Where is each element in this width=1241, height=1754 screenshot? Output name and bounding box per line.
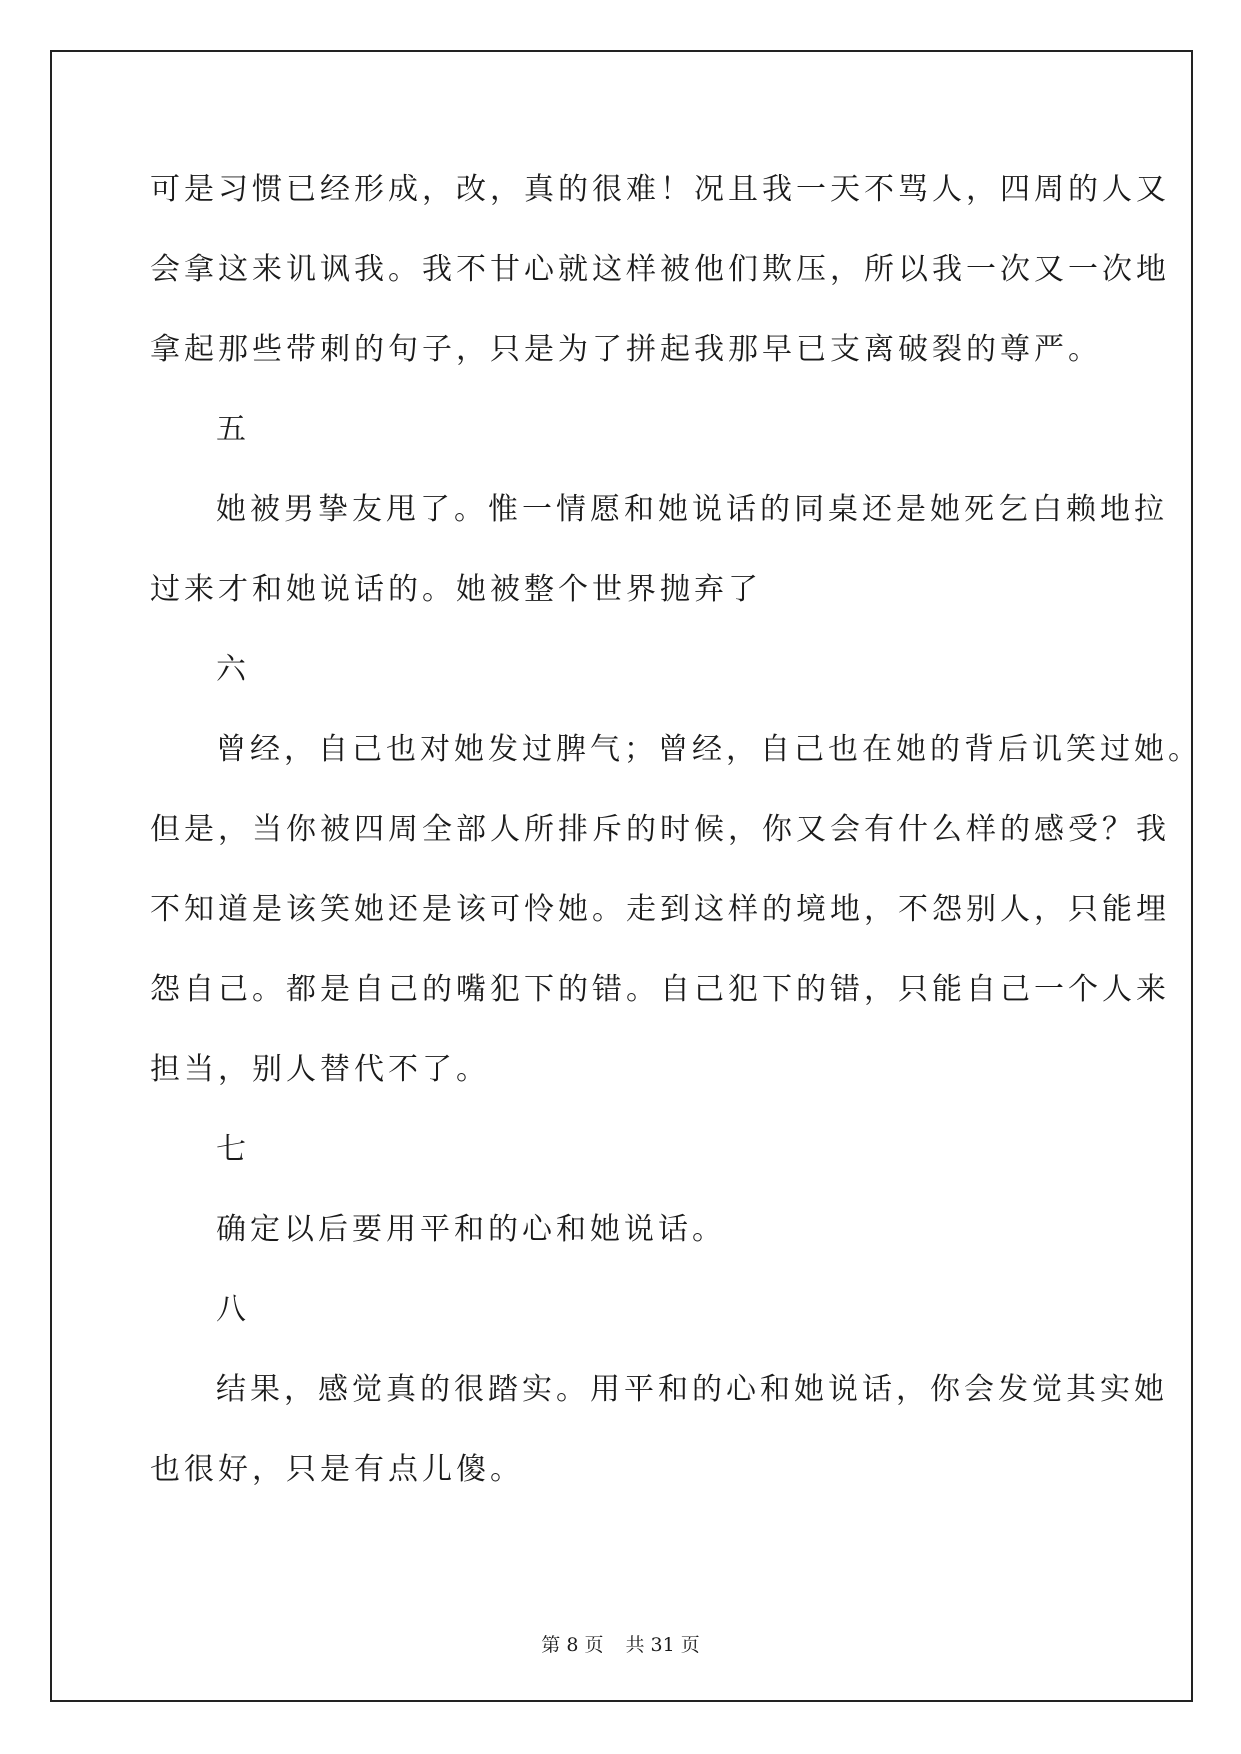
section-heading: 八: [216, 1292, 250, 1327]
text-line: 担当，别人替代不了。: [150, 1052, 490, 1087]
page-footer: [0, 1630, 1241, 1657]
text-line: 怨自己。都是自己的嘴犯下的错。自己犯下的错，只能自己一个人来: [150, 972, 1170, 1007]
section-heading: 五: [216, 412, 250, 447]
text-line: 曾经，自己也对她发过脾气；曾经，自己也在她的背后讥笑过她。: [216, 732, 1202, 767]
page-total: 共 31 页: [625, 1634, 700, 1656]
text-line: 确定以后要用平和的心和她说话。: [216, 1212, 726, 1247]
page-number: 第 8 页: [541, 1634, 604, 1656]
text-line: 结果，感觉真的很踏实。用平和的心和她说话，你会发觉其实她: [216, 1372, 1168, 1407]
text-line: 她被男挚友甩了。惟一情愿和她说话的同桌还是她死乞白赖地拉: [216, 492, 1168, 527]
section-heading: 六: [216, 652, 250, 687]
text-line: 会拿这来讥讽我。我不甘心就这样被他们欺压，所以我一次又一次地: [150, 252, 1170, 287]
document-body: [150, 150, 1202, 1510]
text-line: 但是，当你被四周全部人所排斥的时候，你又会有什么样的感受？我: [150, 812, 1170, 847]
text-line: 也很好，只是有点儿傻。: [150, 1452, 524, 1487]
text-line: 过来才和她说话的。她被整个世界抛弃了: [150, 572, 762, 607]
text-line: 可是习惯已经形成，改，真的很难！况且我一天不骂人，四周的人又: [150, 172, 1170, 207]
text-line: 拿起那些带刺的句子，只是为了拼起我那早已支离破裂的尊严。: [150, 332, 1102, 367]
text-line: 不知道是该笑她还是该可怜她。走到这样的境地，不怨别人，只能埋: [150, 892, 1170, 927]
section-heading: 七: [216, 1132, 250, 1167]
